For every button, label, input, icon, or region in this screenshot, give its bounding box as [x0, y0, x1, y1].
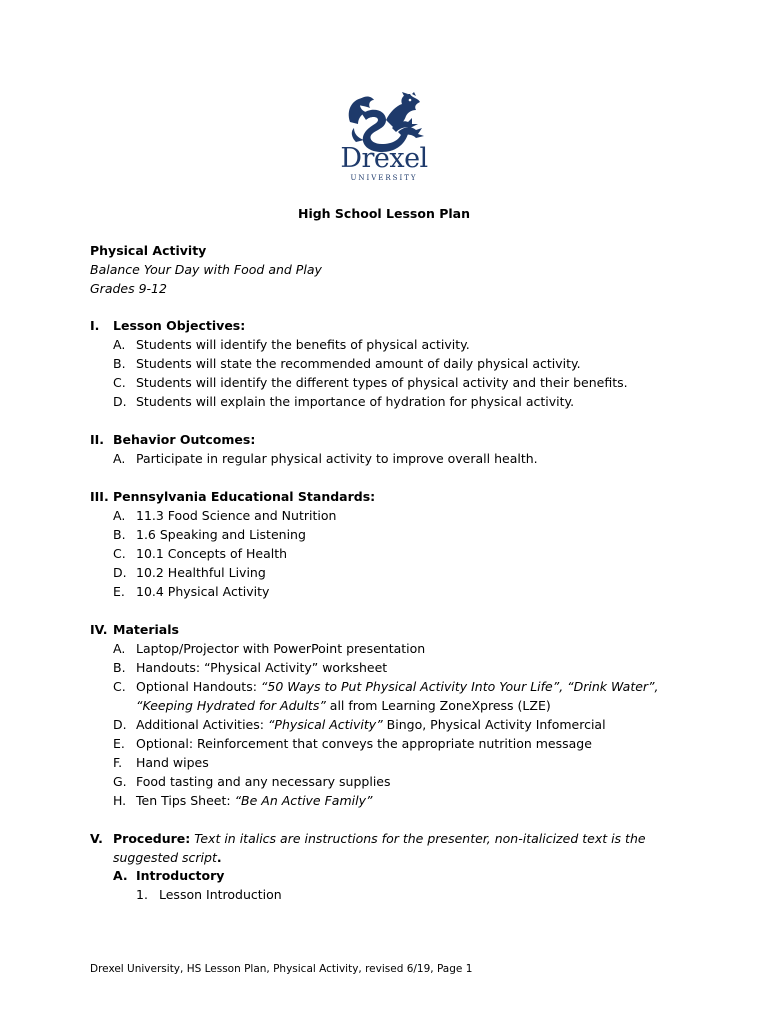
list-text: Optional Handouts: [136, 679, 261, 694]
list-item [113, 582, 269, 601]
section-heading-standards [90, 487, 375, 506]
list-text: Students will identify the benefits of physical activity. [136, 337, 470, 352]
list-letter: A. [113, 508, 126, 523]
tip-sheet-title: “Be An Active Family” [234, 793, 373, 808]
logo-wordmark: Drexel [340, 143, 428, 174]
topic-grades: Grades 9-12 [90, 281, 167, 296]
list-letter: F. [113, 755, 123, 770]
list-text: Students will state the recommended amount of daily physical activity. [136, 356, 581, 371]
list-item [113, 791, 372, 810]
list-letter: D. [113, 565, 127, 580]
list-item [113, 449, 538, 468]
list-text: Hand wipes [136, 755, 209, 770]
list-item [136, 885, 282, 904]
list-item [113, 734, 592, 753]
procedure-note: Text in italics are instructions for the presenter, non-italicized text is the [190, 831, 646, 846]
procedure-note-continuation [113, 848, 222, 867]
procedure-period: . [216, 850, 222, 865]
list-letter: A. [113, 868, 128, 883]
logo-subword: UNIVERSITY [350, 174, 418, 182]
list-item [113, 772, 391, 791]
list-text: all from Learning ZoneXpress (LZE) [325, 698, 551, 713]
list-text: Bingo, Physical Activity Infomercial [382, 717, 606, 732]
list-item [113, 354, 581, 373]
list-item-continuation [136, 696, 551, 715]
section-heading-procedure [90, 829, 646, 848]
topic-name: Physical Activity [90, 243, 207, 258]
handout-title: “Keeping Hydrated for Adults” [136, 698, 326, 713]
list-letter: A. [113, 337, 126, 352]
list-text: 10.2 Healthful Living [136, 565, 266, 580]
section-heading-objectives [90, 316, 245, 335]
section-number: III. [90, 489, 109, 504]
list-letter: A. [113, 641, 126, 656]
list-letter: E. [113, 736, 125, 751]
list-text: Ten Tips Sheet: [136, 793, 235, 808]
document-title: High School Lesson Plan [297, 206, 470, 221]
drexel-logo [336, 92, 432, 190]
list-letter: B. [113, 660, 126, 675]
handout-titles: “50 Ways to Put Physical Activity Into Your Life”, “Drink Water”, [260, 679, 659, 694]
page-footer: Drexel University, HS Lesson Plan, Physical Activity, revised 6/19, Page 1 [90, 963, 473, 975]
list-text: 10.4 Physical Activity [136, 584, 270, 599]
list-item [113, 753, 209, 772]
section-number: I. [90, 318, 100, 333]
section-title: Pennsylvania Educational Standards: [113, 489, 376, 504]
list-text: Laptop/Projector with PowerPoint presentation [136, 641, 426, 656]
topic-subtitle: Balance Your Day with Food and Play [90, 262, 322, 277]
list-item [113, 639, 425, 658]
list-text: Additional Activities: [136, 717, 268, 732]
section-number: II. [90, 432, 105, 447]
list-text: Handouts: “Physical Activity” worksheet [136, 660, 388, 675]
list-item [113, 335, 470, 354]
list-letter: B. [113, 356, 126, 371]
list-text: Participate in regular physical activity to improve overall health. [136, 451, 538, 466]
list-letter: C. [113, 375, 126, 390]
list-letter: C. [113, 546, 126, 561]
section-title: Procedure: [113, 831, 191, 846]
list-item [113, 373, 628, 392]
list-letter: E. [113, 584, 125, 599]
list-text: Students will explain the importance of hydration for physical activity. [136, 394, 575, 409]
list-item [113, 677, 659, 696]
list-item [113, 506, 336, 525]
list-item [113, 544, 287, 563]
list-text: Introductory [136, 868, 225, 883]
activity-title: “Physical Activity” [267, 717, 383, 732]
list-text: 11.3 Food Science and Nutrition [136, 508, 337, 523]
procedure-note: suggested script [113, 850, 217, 865]
list-item [113, 525, 306, 544]
list-letter: G. [113, 774, 127, 789]
section-title: Behavior Outcomes: [113, 432, 256, 447]
section-number: IV. [90, 622, 108, 637]
section-heading-behavior [90, 430, 255, 449]
list-letter: H. [113, 793, 127, 808]
list-letter: D. [113, 394, 127, 409]
list-text: Students will identify the different types of physical activity and their benefits. [136, 375, 628, 390]
list-text: Food tasting and any necessary supplies [136, 774, 391, 789]
list-item [113, 563, 266, 582]
list-item [113, 392, 574, 411]
list-letter: A. [113, 451, 126, 466]
list-letter: D. [113, 717, 127, 732]
section-title: Materials [113, 622, 179, 637]
list-text: 10.1 Concepts of Health [136, 546, 288, 561]
list-text: Lesson Introduction [159, 887, 282, 902]
list-letter: B. [113, 527, 126, 542]
section-number: V. [90, 831, 103, 846]
list-number: 1. [136, 887, 148, 902]
list-item [113, 866, 224, 885]
list-item [113, 658, 387, 677]
list-text: 1.6 Speaking and Listening [136, 527, 306, 542]
list-item [113, 715, 606, 734]
list-letter: C. [113, 679, 126, 694]
section-title: Lesson Objectives: [113, 318, 246, 333]
section-heading-materials [90, 620, 179, 639]
list-text: Optional: Reinforcement that conveys the appropriate nutrition message [136, 736, 592, 751]
